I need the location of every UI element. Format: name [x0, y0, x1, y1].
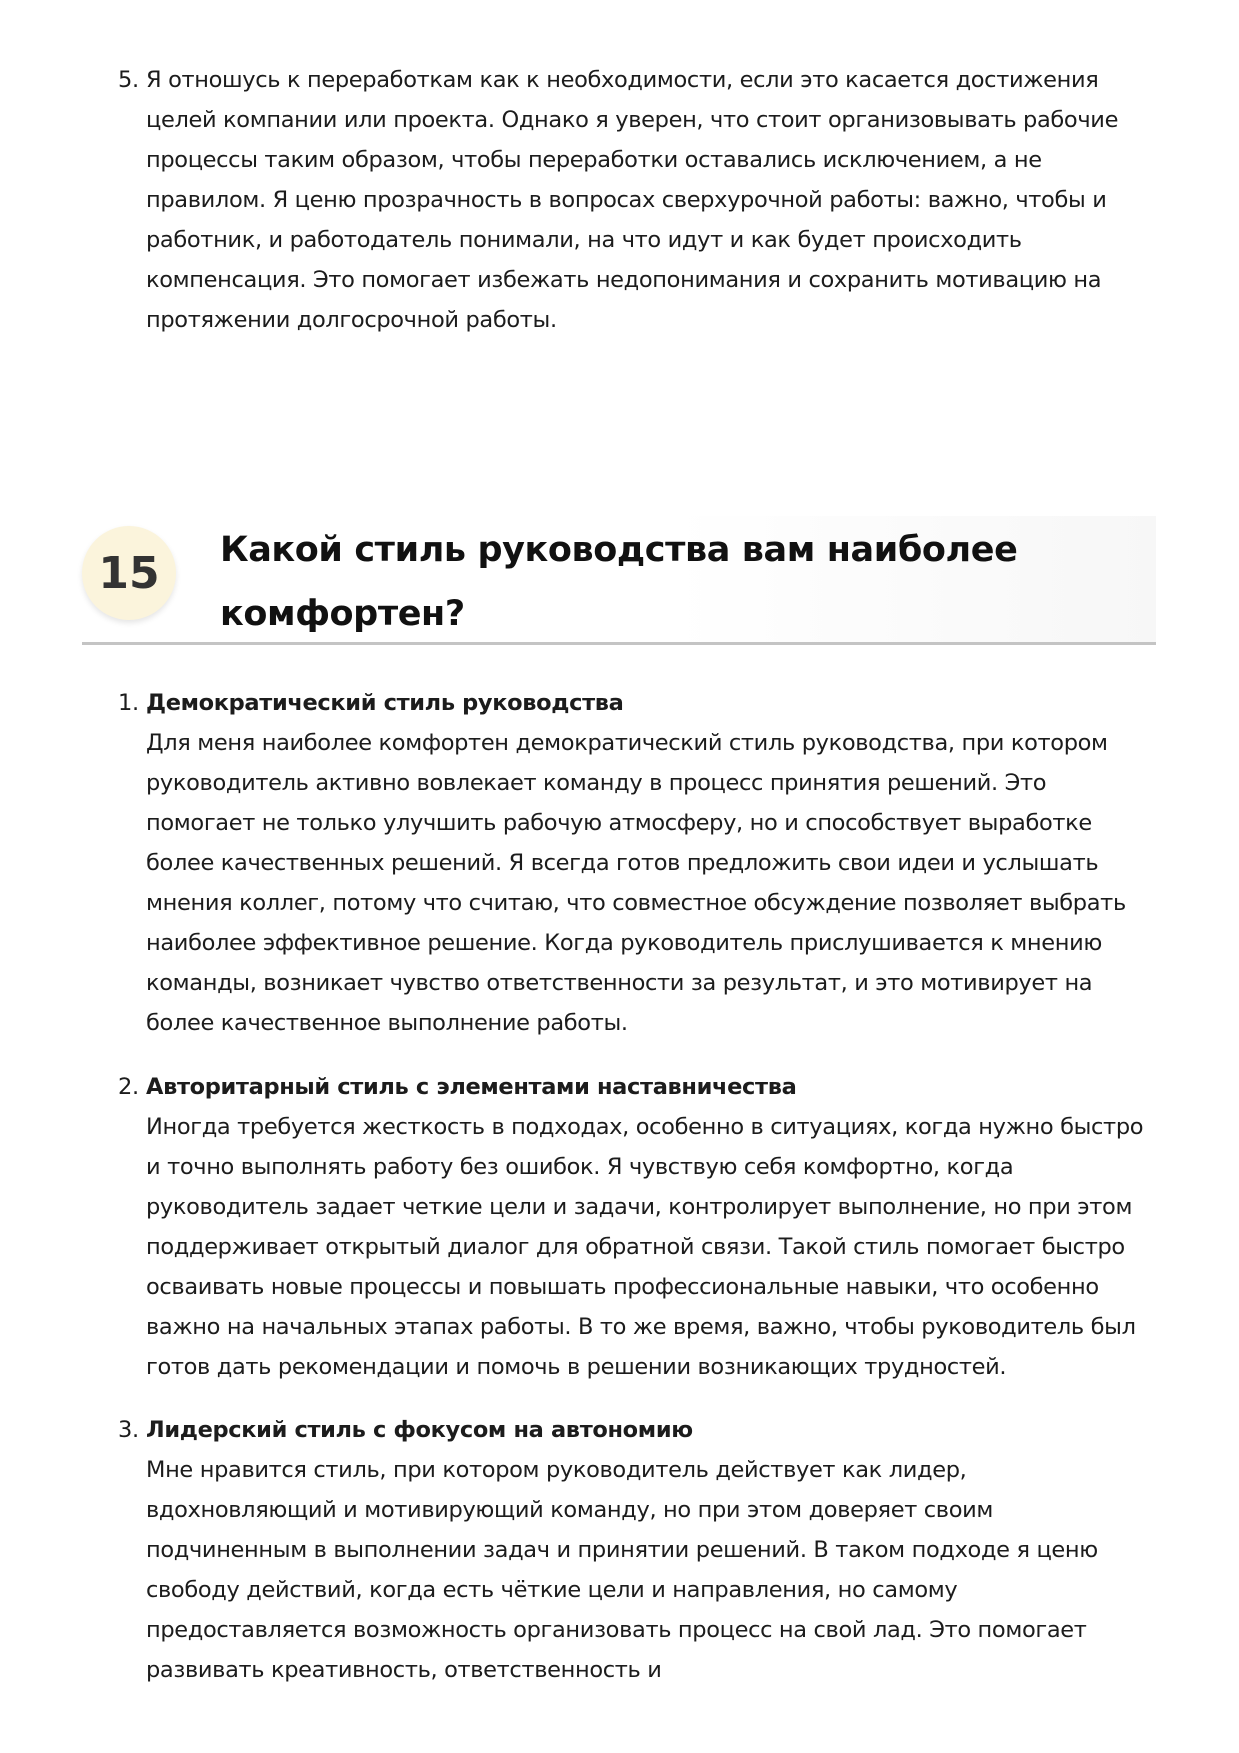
- list-item-text: Для меня наиболее комфортен демократический стиль руководства, при котором руководитель активно вовлекает команду в процесс принятия решений. Это помогает не только улучшить рабочую атмосферу, но и способствует выработке более качественных решений. Я всегда готов предложить свои идеи и услышать мнения коллег, потому что считаю, что совместное обсуждение позволяет выбрать наиболее эффективное решение. Когда руководитель прислушивается к мнению команды, возникает чувство ответственности за результат, и это мотивирует на более качественное выполнение работы.: [146, 730, 1126, 1036]
- list-item-title: Демократический стиль руководства: [146, 690, 624, 716]
- list-item-number: 2.: [118, 1074, 139, 1100]
- list-item-title: Авторитарный стиль с элементами наставничества: [146, 1074, 797, 1100]
- section-header: [82, 516, 1156, 646]
- list-item-democratic-style: [118, 683, 1158, 1043]
- question-heading: Какой стиль руководства вам наиболее комфортен?: [220, 530, 1018, 634]
- list-item-number: 1.: [118, 690, 139, 716]
- list-item-title: Лидерский стиль с фокусом на автономию: [146, 1417, 693, 1443]
- list-item-text: Мне нравится стиль, при котором руководитель действует как лидер, вдохновляющий и мотивирующий команду, но при этом доверяет своим подчиненным в выполнении задач и принятии решений. В таком подходе я ценю свободу действий, когда есть чёткие цели и направления, но самому предоставляется возможность организовать процесс на свой лад. Это помогает развивать креативность, ответственность и: [146, 1457, 1098, 1683]
- question-number-badge: 15: [82, 526, 176, 620]
- list-item-text: Иногда требуется жесткость в подходах, особенно в ситуациях, когда нужно быстро и точно выполнять работу без ошибок. Я чувствую себя комфортно, когда руководитель задает четкие цели и задачи, контролирует выполнение, но при этом поддерживает открытый диалог для обратной связи. Такой стиль помогает быстро осваивать новые процессы и повышать профессиональные навыки, что особенно важно на начальных этапах работы. В то же время, важно, чтобы руководитель был готов дать рекомендации и помочь в решении возникающих трудностей.: [146, 1114, 1144, 1380]
- list-item-number: 5.: [118, 67, 139, 93]
- list-item-authoritarian-style: [118, 1067, 1158, 1387]
- list-item-overtime: [118, 60, 1158, 340]
- list-item-leadership-style: [118, 1410, 1158, 1690]
- list-item-number: 3.: [118, 1417, 139, 1443]
- list-item-text: Я отношусь к переработкам как к необходимости, если это касается достижения целей компании или проекта. Однако я уверен, что стоит организовывать рабочие процессы таким образом, чтобы переработки оставались исключением, а не правилом. Я ценю прозрачность в вопросах сверхурочной работы: важно, чтобы и работник, и работодатель понимали, на что идут и как будет происходить компенсация. Это помогает избежать недопонимания и сохранить мотивацию на протяжении долгосрочной работы.: [146, 67, 1119, 333]
